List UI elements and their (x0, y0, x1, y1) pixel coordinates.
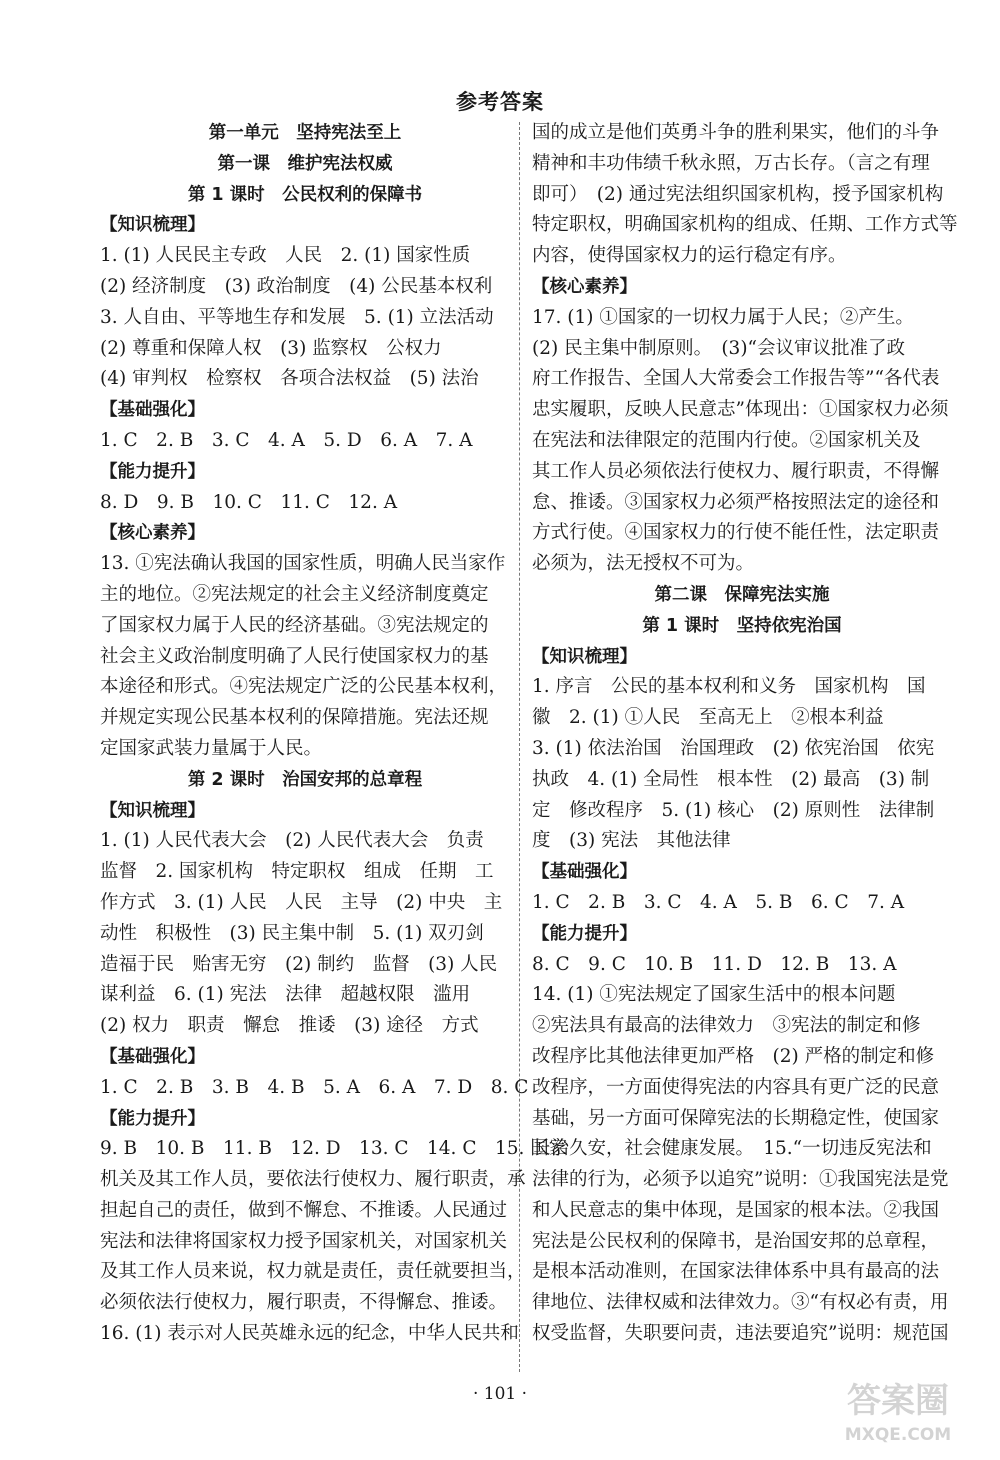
answer-line: 宪法和法律将国家权力授予国家机关，对国家机关 (100, 1230, 508, 1252)
answer-line: 8. C 9. C 10. B 11. D 12. B 13. A (532, 953, 897, 975)
answer-line: 是根本活动准则，在国家法律体系中具有最高的法 (532, 1261, 940, 1283)
answer-line: (4) 审判权 检察权 各项合法权益 (5) 法治 (100, 368, 479, 390)
answer-line: 14. (1) ①宪法规定了国家生活中的根本问题 (532, 984, 896, 1006)
answer-line: 定 修改程序 5. (1) 核心 (2) 原则性 法律制 (532, 799, 935, 821)
subsection-label: 【知识梳理】 (100, 800, 205, 821)
answer-line: 1. C 2. B 3. C 4. A 5. D 6. A 7. A (100, 429, 473, 451)
answer-line: (2) 经济制度 (3) 政治制度 (4) 公民基本权利 (100, 275, 493, 297)
answer-line: 精神和丰功伟绩千秋永照，万古长存。（言之有理 (532, 152, 930, 174)
answer-line: 了国家权力属于人民的经济基础。③宪法规定的 (100, 614, 489, 636)
answer-line: 本途径和形式。④宪法规定广泛的公民基本权利， (100, 676, 508, 698)
subsection-label: 【基础强化】 (100, 400, 205, 421)
answer-line: 国的成立是他们英勇斗争的胜利果实，他们的斗争 (532, 122, 940, 143)
answer-line: (2) 民主集中制原则。 (3)“会议审议批准了政 (532, 337, 906, 359)
answer-line: 动性 积极性 (3) 民主集中制 5. (1) 双刃剑 (100, 922, 484, 944)
answer-line: 忠实履职，反映人民意志”体现出：①国家权力必须 (532, 399, 949, 421)
subsection-label: 【能力提升】 (100, 1108, 205, 1129)
answer-line: 16. (1) 表示对人民英雄永远的纪念，中华人民共和 (100, 1323, 519, 1345)
answer-line: 方式行使。④国家权力的行使不能任性，法定职责 (532, 522, 940, 544)
answer-line: 3. 人自由、平等地生存和发展 5. (1) 立法活动 (100, 306, 494, 328)
answer-line: 1. (1) 人民代表大会 (2) 人民代表大会 负责 (100, 830, 484, 852)
answer-line: 在宪法和法律限定的范围内行使。②国家机关及 (532, 429, 921, 451)
section-heading: 第一课 维护宪法权威 (217, 153, 393, 174)
answer-line: 13. ①宪法确认我国的国家性质，明确人民当家作 (100, 553, 506, 575)
answer-line: 宪法是公民权利的保障书，是治国安邦的总章程， (532, 1230, 940, 1252)
answer-line: 改程序，一方面使得宪法的内容具有更广泛的民意 (532, 1076, 940, 1098)
answer-line: 17. (1) ①国家的一切权力属于人民；②产生。 (532, 306, 914, 328)
answer-line: 改程序比其他法律更加严格 (2) 严格的制定和修 (532, 1045, 935, 1067)
watermark-title: 答案圈 (847, 1381, 949, 1421)
watermark-url: MXQE.COM (844, 1425, 952, 1445)
subsection-label: 【核心素养】 (100, 523, 205, 544)
answer-line: 9. B 10. B 11. B 12. D 13. C 14. C 15. 国家 (100, 1138, 568, 1160)
answer-line: 造福于民 贻害无穷 (2) 制约 监督 (3) 人民 (100, 953, 498, 975)
section-heading: 第二课 保障宪法实施 (654, 584, 830, 605)
answer-line: 律地位、法律权威和法律效力。③“有权必有责，用 (532, 1292, 949, 1314)
answer-line: 监督 2. 国家机构 特定职权 组成 任期 工 (100, 861, 494, 883)
subsection-label: 【知识梳理】 (532, 646, 637, 667)
answer-line: 作方式 3. (1) 人民 人民 主导 (2) 中央 主 (100, 891, 503, 913)
left-column (100, 118, 568, 1350)
answer-line: 执政 4. (1) 全局性 根本性 (2) 最高 (3) 制 (532, 768, 930, 790)
answer-line: 徽 2. (1) ①人民 至高无上 ②根本利益 (532, 707, 884, 729)
answer-line: 其工作人员必须依法行使权力、履行职责，不得懈 (532, 460, 940, 482)
answer-line: 府工作报告、全国人大常委会工作报告等”“各代表 (532, 368, 940, 390)
answer-line: 必须为，法无授权不可为。 (532, 553, 755, 575)
answer-line: (2) 权力 职责 懈怠 推诿 (3) 途径 方式 (100, 1015, 479, 1037)
section-heading: 第 1 课时 公民权利的保障书 (187, 184, 423, 205)
section-heading: 第 2 课时 治国安邦的总章程 (187, 769, 423, 790)
answer-line: 谋利益 6. (1) 宪法 法律 超越权限 滥用 (100, 984, 471, 1006)
answer-line: 怠、推诿。③国家权力必须严格按照法定的途径和 (532, 491, 940, 513)
answer-line: 3. (1) 依法治国 治国理政 (2) 依宪治国 依宪 (532, 737, 935, 759)
subsection-label: 【能力提升】 (100, 461, 205, 482)
answer-line: 度 (3) 宪法 其他法律 (532, 830, 731, 852)
answer-line: 及其工作人员来说，权力就是责任，责任就要担当， (100, 1261, 526, 1283)
answer-line: 基础，另一方面可保障宪法的长期稳定性，使国家 (532, 1107, 940, 1129)
answer-line: 1. C 2. B 3. C 4. A 5. B 6. C 7. A (532, 891, 905, 913)
answer-line: (2) 尊重和保障人权 (3) 监察权 公权力 (100, 337, 442, 359)
watermark-logo (824, 1372, 972, 1450)
answer-line: 内容，使得国家权力的运行稳定有序。 (532, 245, 847, 267)
answer-line: ②宪法具有最高的法律效力 ③宪法的制定和修 (532, 1015, 921, 1037)
subsection-label: 【知识梳理】 (100, 215, 205, 236)
answer-line: 担起自己的责任，做到不懈怠、不推诿。人民通过 (100, 1199, 508, 1221)
answer-line: 1. (1) 人民民主专政 人民 2. (1) 国家性质 (100, 245, 471, 267)
page-number: · 101 · (472, 1384, 528, 1404)
answer-line: 并规定实现公民基本权利的保障措施。宪法还规 (100, 707, 489, 729)
answer-line: 特定职权，明确国家机构的组成、任期、工作方式等 (532, 214, 958, 236)
answer-line: 即可） (2) 通过宪法组织国家机构，授予国家机构 (532, 183, 944, 205)
answer-line: 8. D 9. B 10. C 11. C 12. A (100, 491, 398, 513)
subsection-label: 【核心素养】 (532, 276, 637, 297)
subsection-label: 【能力提升】 (532, 923, 637, 944)
answer-line: 和人民意志的集中体现，是国家的根本法。②我国 (532, 1199, 940, 1221)
subsection-label: 【基础强化】 (532, 862, 637, 883)
answer-line: 长治久安，社会健康发展。 15.“一切违反宪法和 (532, 1138, 932, 1160)
section-heading: 第 1 课时 坚持依宪治国 (642, 615, 842, 636)
right-column (532, 118, 958, 1350)
answer-line: 主的地位。②宪法规定的社会主义经济制度奠定 (100, 583, 489, 605)
section-heading: 第一单元 坚持宪法至上 (208, 123, 402, 143)
answer-line: 社会主义政治制度明确了人民行使国家权力的基 (100, 645, 489, 667)
answer-line: 必须依法行使权力，履行职责，不得懈怠、推诿。 (100, 1292, 508, 1314)
answer-line: 1. 序言 公民的基本权利和义务 国家机构 国 (532, 676, 926, 698)
answer-line: 定国家武装力量属于人民。 (100, 737, 323, 759)
answer-line: 法律的行为，必须予以追究”说明：①我国宪法是党 (532, 1169, 949, 1191)
answer-line: 1. C 2. B 3. B 4. B 5. A 6. A 7. D 8. C (100, 1076, 529, 1098)
subsection-label: 【基础强化】 (100, 1046, 205, 1067)
answer-line: 权受监督，失职要问责，违法要追究”说明：规范国 (532, 1323, 949, 1345)
answer-line: 机关及其工作人员，要依法行使权力、履行职责，承 (100, 1169, 526, 1191)
page-title: 参考答案 (456, 90, 544, 114)
